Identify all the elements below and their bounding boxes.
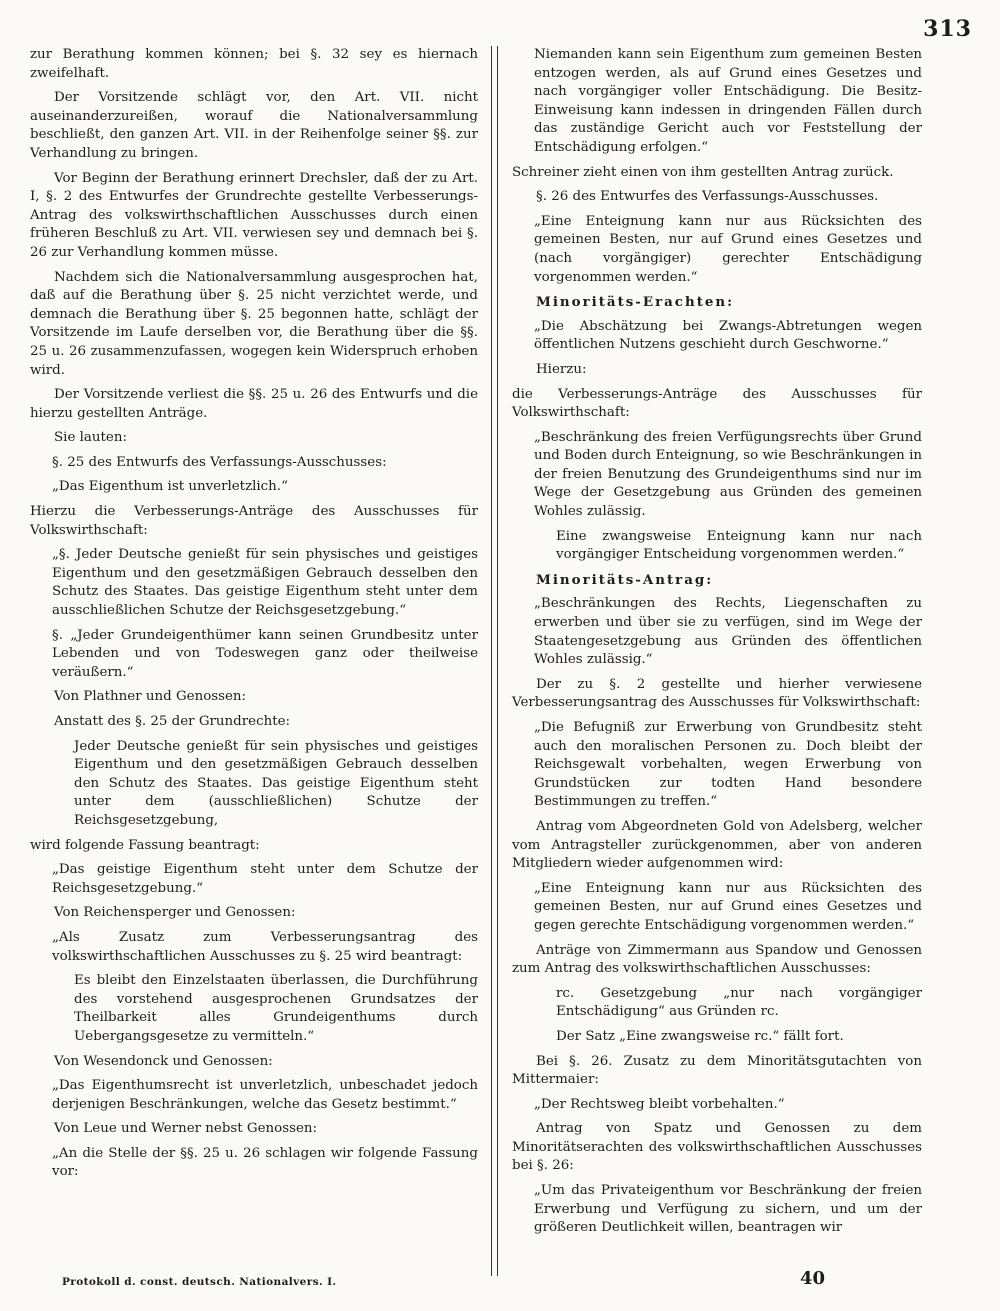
paragraph: Antrag von Spatz und Genossen zu dem Minoritätserachten des volkswirthschaftlichen Ausschusses bei §. 26: [512, 1121, 922, 1174]
paragraph: Bei §. 26. Zusatz zu dem Minoritätsgutachten von Mittermaier: [512, 1053, 922, 1088]
paragraph: rc. Gesetzgebung „nur nach vorgängiger Entschädigung“ aus Gründen rc. [556, 985, 922, 1020]
quote: „§. Jeder Deutsche genießt für sein physisches und geistiges Eigenthum und den gesetzmäßigen Gebrauch desselben den Schutz des Staates. Das geistige Eigenthum steht unter dem ausschließlichen Schutze der Reichsgesetzgebung.“ [52, 547, 478, 619]
quote: „Der Rechtsweg bleibt vorbehalten.“ [534, 1096, 785, 1112]
footer-source: Protokoll d. const. deutsch. Nationalvers. I. [62, 1276, 337, 1288]
paragraph: Nachdem sich die Nationalversammlung ausgesprochen hat, daß auf die Berathung über §. 25 nicht verzichtet werde, und demnach die Berathung über §. 25 begonnen hatte, schlägt der Vorsitzende im Laufe derselben vor, die Berathung über die §§. 25 u. 26 zusammenzufassen, wogegen kein Widerspruch erhoben wird. [30, 269, 478, 378]
paragraph: Der Satz „Eine zwangsweise rc.“ fällt fort. [556, 1028, 844, 1044]
proposer-heading: Von Wesendonck und Genossen: [54, 1053, 273, 1069]
paragraph: Anträge von Zimmermann aus Spandow und Genossen zum Antrag des volkswirthschaftlichen Ausschusses: [512, 942, 922, 977]
left-column [30, 46, 478, 1188]
right-column [512, 46, 922, 1244]
paragraph: Antrag vom Abgeordneten Gold von Adelsberg, welcher vom Antragsteller zurückgenommen, aber von anderen Mitgliedern wieder aufgenommen wird: [512, 818, 922, 872]
paragraph: Sie lauten: [54, 430, 127, 446]
quote: Es bleibt den Einzelstaaten überlassen, die Durchführung des vorstehend ausgesprochenen Grundsatzes der Theilbarkeit alles Grundeigenthums durch Uebergangsgesetze zu vermitteln.“ [74, 973, 478, 1044]
proposer-heading: Von Reichensperger und Genossen: [54, 905, 296, 921]
section-heading: Minoritäts-Antrag: [536, 571, 714, 588]
quote: Jeder Deutsche genießt für sein physisches und geistiges Eigenthum und den gesetzmäßigen Gebrauch desselben den Schutz des Staates. Das geistige Eigenthum steht unter dem (ausschließlichen) Schutze der Reichsgesetzgebung, [74, 738, 478, 828]
quote: Niemanden kann sein Eigenthum zum gemeinen Besten entzogen werden, als auf Grund eines Gesetzes und nach vorgängiger voller Entschädigung. Die Besitz-Einweisung kann indessen in dringenden Fällen durch das zuständige Gericht auch vor Feststellung der Entschädigung erfolgen.“ [534, 47, 922, 155]
quote: „Um das Privateigenthum vor Beschränkung der freien Erwerbung und Verfügung zu sichern, und um der größeren Deutlichkeit willen, beantragen wir [534, 1183, 922, 1236]
quote: „Das Eigenthum ist unverletzlich.“ [52, 479, 288, 495]
quote: „An die Stelle der §§. 25 u. 26 schlagen wir folgende Fassung vor: [52, 1145, 478, 1180]
proposer-heading: Von Plathner und Genossen: [54, 689, 247, 705]
quote: §. „Jeder Grundeigenthümer kann seinen Grundbesitz unter Lebenden und von Todeswegen ganz oder theilweise veräußern.“ [52, 627, 478, 680]
quote: Eine zwangsweise Enteignung kann nur nach vorgängiger Entscheidung vorgenommen werden.“ [556, 528, 922, 563]
paragraph: Schreiner zieht einen von ihm gestellten Antrag zurück. [512, 164, 894, 180]
quote: „Das geistige Eigenthum steht unter dem Schutze der Reichsgesetzgebung.“ [52, 862, 478, 896]
paragraph: Hierzu die Verbesserungs-Anträge des Ausschusses für Volkswirthschaft: [30, 504, 478, 538]
quote: „Eine Enteignung kann nur aus Rücksichten des gemeinen Besten, nur auf Grund eines Gesetzes und (nach vorgängiger) gerechter Entschädigung vorgenommen werden.“ [534, 213, 922, 285]
quote: „Als Zusatz zum Verbesserungsantrag des volkswirthschaftlichen Ausschusses zu §. 25 wird beantragt: [52, 929, 478, 964]
quote: „Das Eigenthumsrecht ist unverletzlich, unbeschadet jedoch derjenigen Beschränkungen, welche das Gesetz bestimmt.“ [52, 1078, 478, 1112]
column-divider [491, 46, 498, 1276]
paragraph: Der Vorsitzende schlägt vor, den Art. VII. nicht auseinanderzureißen, worauf die Nationalversammlung beschließt, den ganzen Art. VII. in der Reihenfolge seiner §§. zur Verhandlung zu bringen. [30, 90, 478, 161]
signature-mark: 40 [800, 1268, 826, 1289]
page-number: 313 [923, 16, 972, 42]
section-heading: §. 26 des Entwurfes des Verfassungs-Ausschusses. [536, 189, 879, 205]
section-heading: Minoritäts-Erachten: [536, 294, 735, 311]
paragraph: die Verbesserungs-Anträge des Ausschusses für Volkswirthschaft: [512, 386, 922, 421]
quote: „Beschränkungen des Rechts, Liegenschaften zu erwerben und über sie zu verfügen, sind im Wege der Staatengesetzgebung aus Gründen des öffentlichen Wohles zulässig.“ [534, 596, 922, 668]
paragraph: Der Vorsitzende verliest die §§. 25 u. 26 des Entwurfs und die hierzu gestellten Anträge. [30, 387, 478, 421]
quote: „Eine Enteignung kann nur aus Rücksichten des gemeinen Besten, nur auf Grund eines Gesetzes und gegen gerechte Entschädigung vorgenommen werden.“ [534, 880, 922, 933]
paragraph: Hierzu: [536, 361, 587, 377]
paragraph: Vor Beginn der Berathung erinnert Drechsler, daß der zu Art. I, §. 2 des Entwurfes der Grundrechte gestellte Verbesserungs-Antrag des volkswirthschaftlichen Ausschusses durch einen früheren Beschluß zu Art. VII. verwiesen sey und demnach bei §. 26 zur Verhandlung kommen müsse. [30, 170, 478, 260]
paragraph: wird folgende Fassung beantragt: [30, 837, 260, 853]
quote: „Die Abschätzung bei Zwangs-Abtretungen wegen öffentlichen Nutzens geschieht durch Geschworne.“ [534, 318, 922, 353]
paragraph: Der zu §. 2 gestellte und hierher verwiesene Verbesserungsantrag des Ausschusses für Volkswirthschaft: [512, 676, 922, 711]
paragraph: zur Berathung kommen können; bei §. 32 sey es hiernach zweifelhaft. [30, 47, 478, 81]
section-heading: §. 25 des Entwurfs des Verfassungs-Ausschusses: [52, 454, 387, 470]
quote: „Die Befugniß zur Erwerbung von Grundbesitz steht auch den moralischen Personen zu. Doch bleibt der Reichsgewalt vorbehalten, wegen Erwerbung von Grundstücken zur todten Hand besondere Bestimmungen zu treffen.“ [534, 720, 922, 810]
paragraph: Anstatt des §. 25 der Grundrechte: [54, 714, 291, 729]
proposer-heading: Von Leue und Werner nebst Genossen: [54, 1121, 318, 1137]
quote: „Beschränkung des freien Verfügungsrechts über Grund und Boden durch Enteignung, so wie Beschränkungen in der freien Benutzung des Grundeigenthums sind nur im Wege der Gesetzgebung aus Gründen des gemeinen Wohles zulässig. [534, 429, 922, 520]
